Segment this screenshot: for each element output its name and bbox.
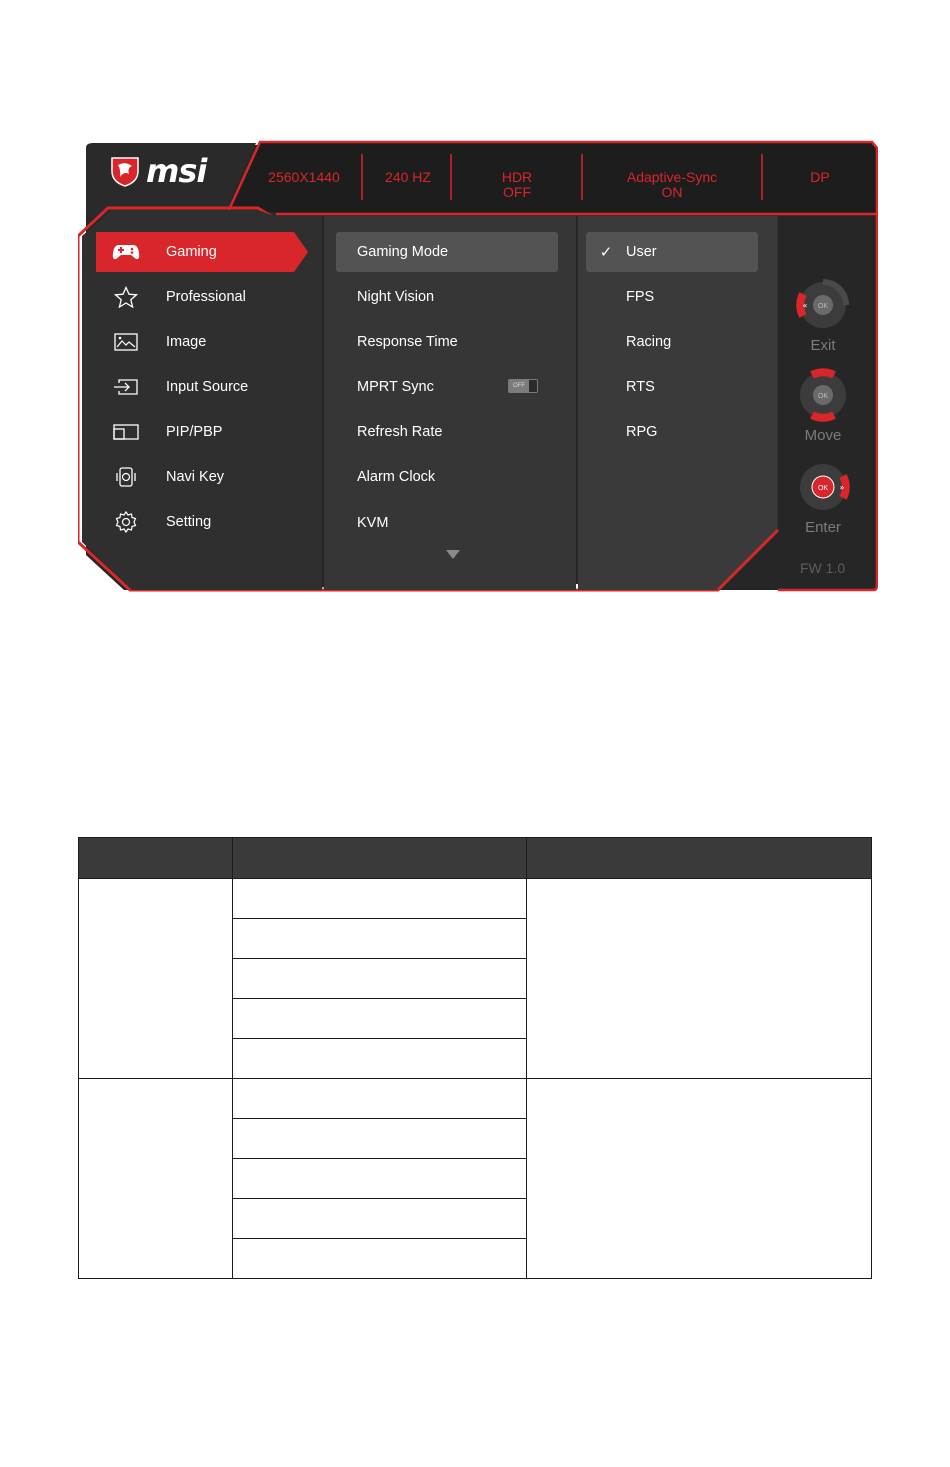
main-menu-input-source[interactable]: Input Source xyxy=(96,367,306,407)
firmware-version: FW 1.0 xyxy=(800,560,846,576)
main-menu-gaming[interactable]: Gaming xyxy=(96,232,306,272)
sub-menu-alarm-clock[interactable]: Alarm Clock xyxy=(357,469,436,485)
nav-key-move: OK Move xyxy=(796,368,850,444)
sub-menu-refresh-rate[interactable]: Refresh Rate xyxy=(357,424,443,440)
svg-text:OK: OK xyxy=(817,485,829,492)
status-resolution: 2560X1440 xyxy=(268,169,340,185)
check-icon: ✓ xyxy=(599,244,613,261)
sub-menu-night-vision[interactable]: Night Vision xyxy=(357,289,435,305)
sub-menu-mprt-sync[interactable]: MPRT Sync xyxy=(357,379,434,395)
joystick-enter-icon xyxy=(796,460,850,514)
svg-text:OK: OK xyxy=(817,393,829,400)
table-row xyxy=(79,879,872,919)
option-rpg[interactable]: RPG xyxy=(626,424,658,440)
nav-key-enter: OK » Enter xyxy=(796,460,850,536)
navi-key-icon xyxy=(96,465,156,489)
main-menu-image[interactable]: Image xyxy=(96,322,306,362)
pip-icon xyxy=(96,423,156,441)
mprt-sync-toggle[interactable]: OFF xyxy=(508,379,538,393)
sub-menu-gaming-mode[interactable]: Gaming Mode xyxy=(336,232,558,272)
image-icon xyxy=(96,333,156,351)
joystick-left-icon xyxy=(796,278,850,332)
svg-text:OK: OK xyxy=(817,303,829,310)
main-menu-professional[interactable]: Professional xyxy=(96,277,306,317)
msi-logo xyxy=(110,152,206,190)
dragon-shield-icon xyxy=(110,155,140,187)
status-hdr: HDR OFF xyxy=(501,169,533,200)
svg-text:»: » xyxy=(839,483,845,492)
sub-menu-kvm[interactable]: KVM xyxy=(357,515,389,531)
gear-icon xyxy=(96,510,156,534)
main-menu-setting[interactable]: Setting xyxy=(96,502,306,542)
option-fps[interactable]: FPS xyxy=(626,289,655,305)
option-user[interactable]: ✓ User xyxy=(586,232,758,272)
input-source-icon xyxy=(96,378,156,396)
monitor-osd xyxy=(78,140,878,592)
nav-key-exit: OK « Exit xyxy=(796,278,850,354)
star-icon xyxy=(96,286,156,308)
table-row xyxy=(79,1079,872,1119)
brand-logo-text: msi xyxy=(146,152,207,190)
main-menu-navi-key[interactable]: Navi Key xyxy=(96,457,306,497)
joystick-up-down-icon xyxy=(796,368,850,422)
table-header-row xyxy=(79,838,872,879)
main-menu-pip-pbp[interactable]: PIP/PBP xyxy=(96,412,306,452)
gamepad-icon xyxy=(96,243,156,261)
spec-table xyxy=(78,837,872,1279)
option-rts[interactable]: RTS xyxy=(626,379,655,395)
option-racing[interactable]: Racing xyxy=(626,334,672,350)
sub-menu-response-time[interactable]: Response Time xyxy=(357,334,458,350)
svg-text:«: « xyxy=(802,301,808,310)
status-refresh-rate: 240 HZ xyxy=(385,169,431,185)
status-adaptive-sync: Adaptive-Sync ON xyxy=(626,169,718,200)
status-input: DP xyxy=(810,169,830,185)
